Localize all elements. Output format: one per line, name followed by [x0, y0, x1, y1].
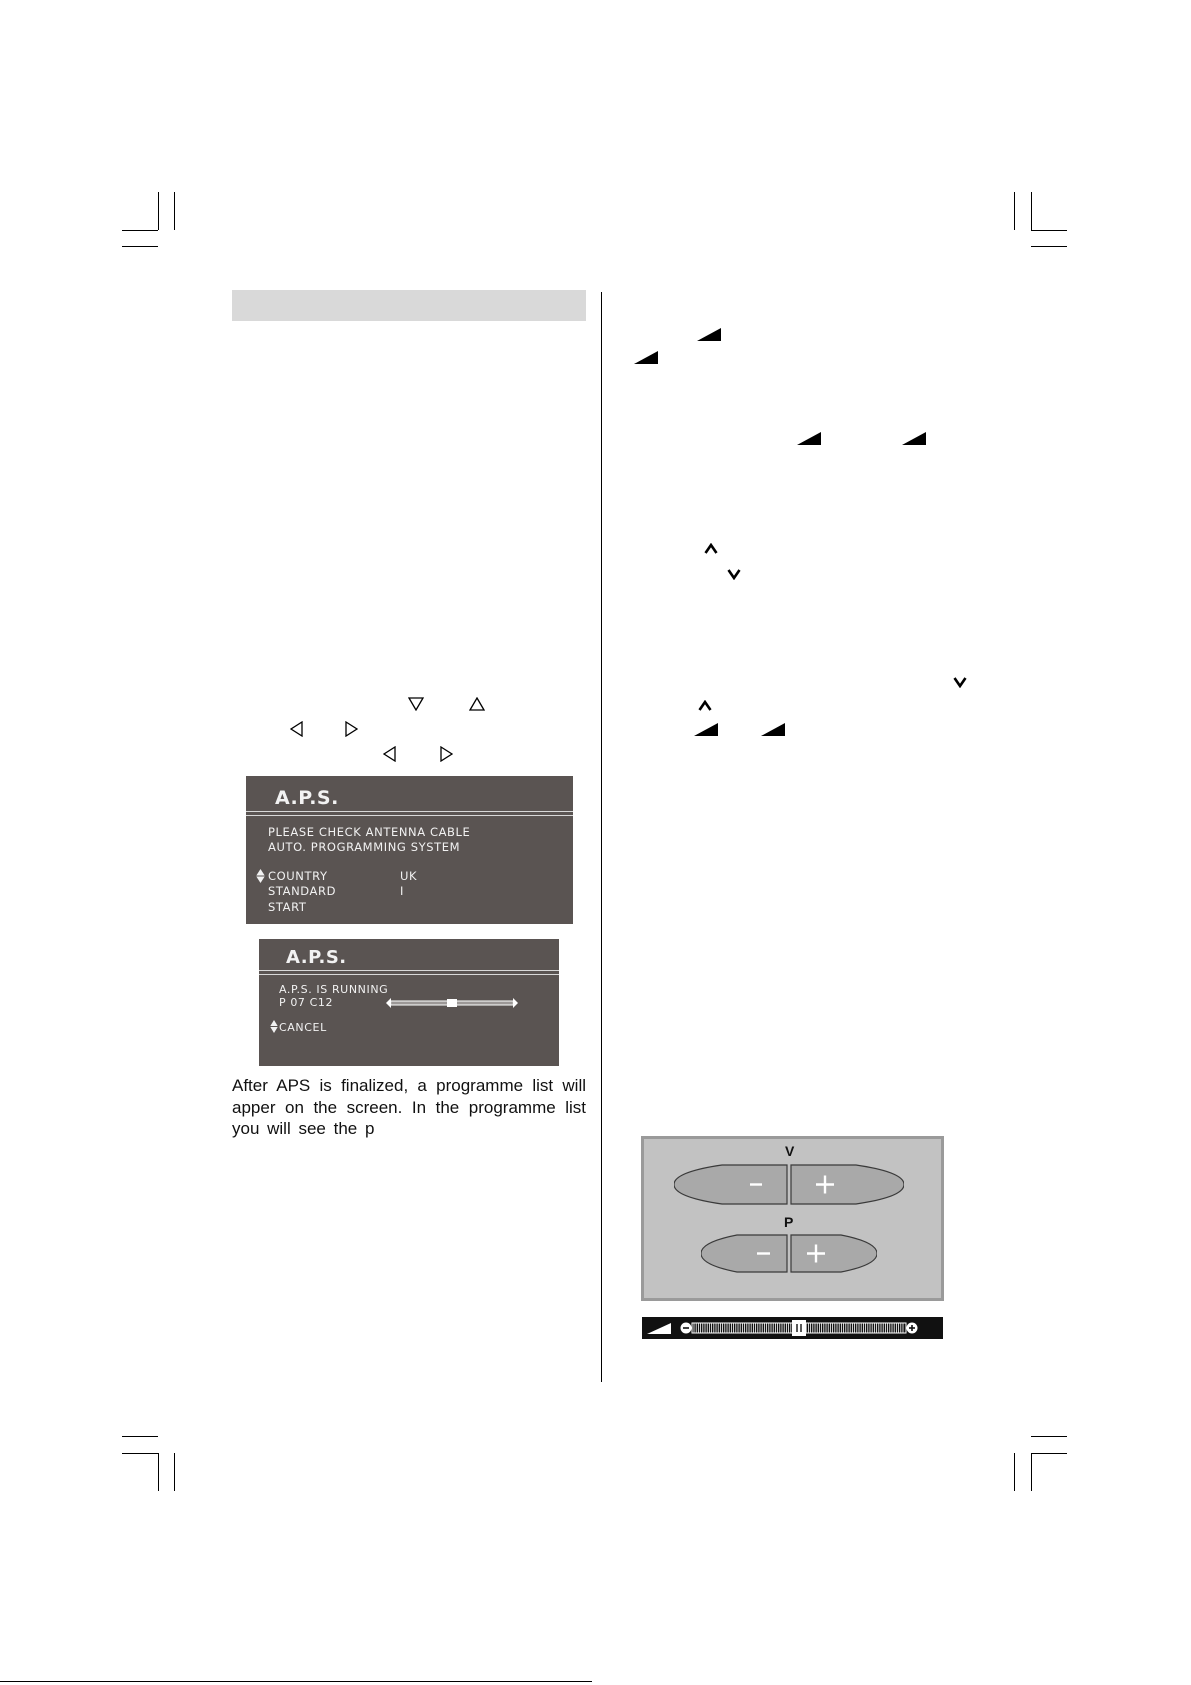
volume-up-button — [791, 1165, 904, 1204]
crop-mark — [122, 246, 158, 247]
body-line: apper on the screen. In the programme list — [232, 1098, 586, 1117]
crop-mark — [1031, 246, 1067, 247]
aps-title: A.P.S. — [275, 787, 339, 809]
body-line: After APS is finalized, a programme list will — [232, 1076, 586, 1095]
up-arrow-icon — [469, 697, 485, 711]
programme-up-button — [791, 1235, 877, 1272]
left-arrow-icon — [383, 746, 396, 762]
section-heading-bar — [232, 290, 586, 321]
left-arrow-icon — [290, 721, 303, 737]
column-divider — [601, 292, 602, 1382]
right-arrow-icon — [345, 721, 358, 737]
volume-level-knob — [792, 1320, 806, 1336]
standard-value[interactable]: I — [400, 884, 404, 898]
chevron-up-icon — [698, 700, 712, 711]
divider — [246, 811, 573, 812]
program-channel: P 07 C12 — [279, 996, 334, 1009]
aps-progress-knob — [447, 999, 457, 1007]
selector-diamond-icon — [270, 1020, 278, 1033]
country-value[interactable]: UK — [400, 869, 418, 883]
control-panel — [641, 1136, 944, 1301]
volume-bar — [642, 1317, 943, 1339]
crop-mark — [1031, 1453, 1067, 1454]
crop-mark — [174, 192, 175, 230]
divider — [246, 815, 573, 816]
crop-mark — [1031, 1453, 1032, 1491]
programme-rocker — [701, 1234, 877, 1273]
volume-rocker — [674, 1164, 904, 1206]
divider — [259, 970, 559, 971]
aps-progress-bar — [386, 997, 520, 1009]
right-arrow-icon — [440, 746, 453, 762]
volume-icon — [634, 351, 658, 364]
aps-setup-menu — [246, 776, 573, 924]
menu-item-country[interactable]: COUNTRY — [268, 869, 328, 883]
crop-mark — [122, 230, 158, 231]
volume-icon — [694, 723, 718, 736]
crop-mark — [122, 1453, 158, 1454]
menu-item-standard[interactable]: STANDARD — [268, 884, 337, 898]
chevron-down-icon — [953, 677, 967, 688]
volume-icon — [902, 432, 926, 445]
chevron-down-icon — [727, 569, 741, 580]
cancel-option[interactable]: CANCEL — [279, 1021, 327, 1034]
volume-icon — [761, 723, 785, 736]
aps-running-menu — [259, 939, 559, 1066]
volume-icon — [697, 328, 721, 341]
aps-title: A.P.S. — [286, 947, 347, 968]
crop-mark — [158, 192, 159, 230]
crop-mark — [1014, 192, 1015, 230]
crop-mark — [1014, 1453, 1015, 1491]
volume-icon — [797, 432, 821, 445]
crop-mark — [1031, 1436, 1067, 1437]
menu-item-start[interactable]: START — [268, 900, 307, 914]
crop-mark — [174, 1453, 175, 1491]
chevron-up-icon — [704, 543, 718, 554]
selector-diamond-icon — [256, 869, 265, 883]
programme-label: P — [784, 1214, 794, 1230]
footer-rule — [0, 1681, 592, 1682]
divider — [259, 974, 559, 975]
crop-mark — [122, 1436, 158, 1437]
crop-mark — [1031, 192, 1032, 230]
down-arrow-icon — [408, 697, 424, 711]
volume-down-button — [674, 1165, 787, 1204]
programme-down-button — [701, 1235, 787, 1272]
antenna-warning: PLEASE CHECK ANTENNA CABLE — [268, 825, 471, 839]
crop-mark — [1031, 230, 1067, 231]
volume-label: V — [785, 1143, 795, 1159]
aps-status: A.P.S. IS RUNNING — [279, 983, 389, 996]
aps-subtitle: AUTO. PROGRAMMING SYSTEM — [268, 840, 461, 854]
crop-mark — [158, 1453, 159, 1491]
body-line: you will see the p — [232, 1119, 375, 1138]
